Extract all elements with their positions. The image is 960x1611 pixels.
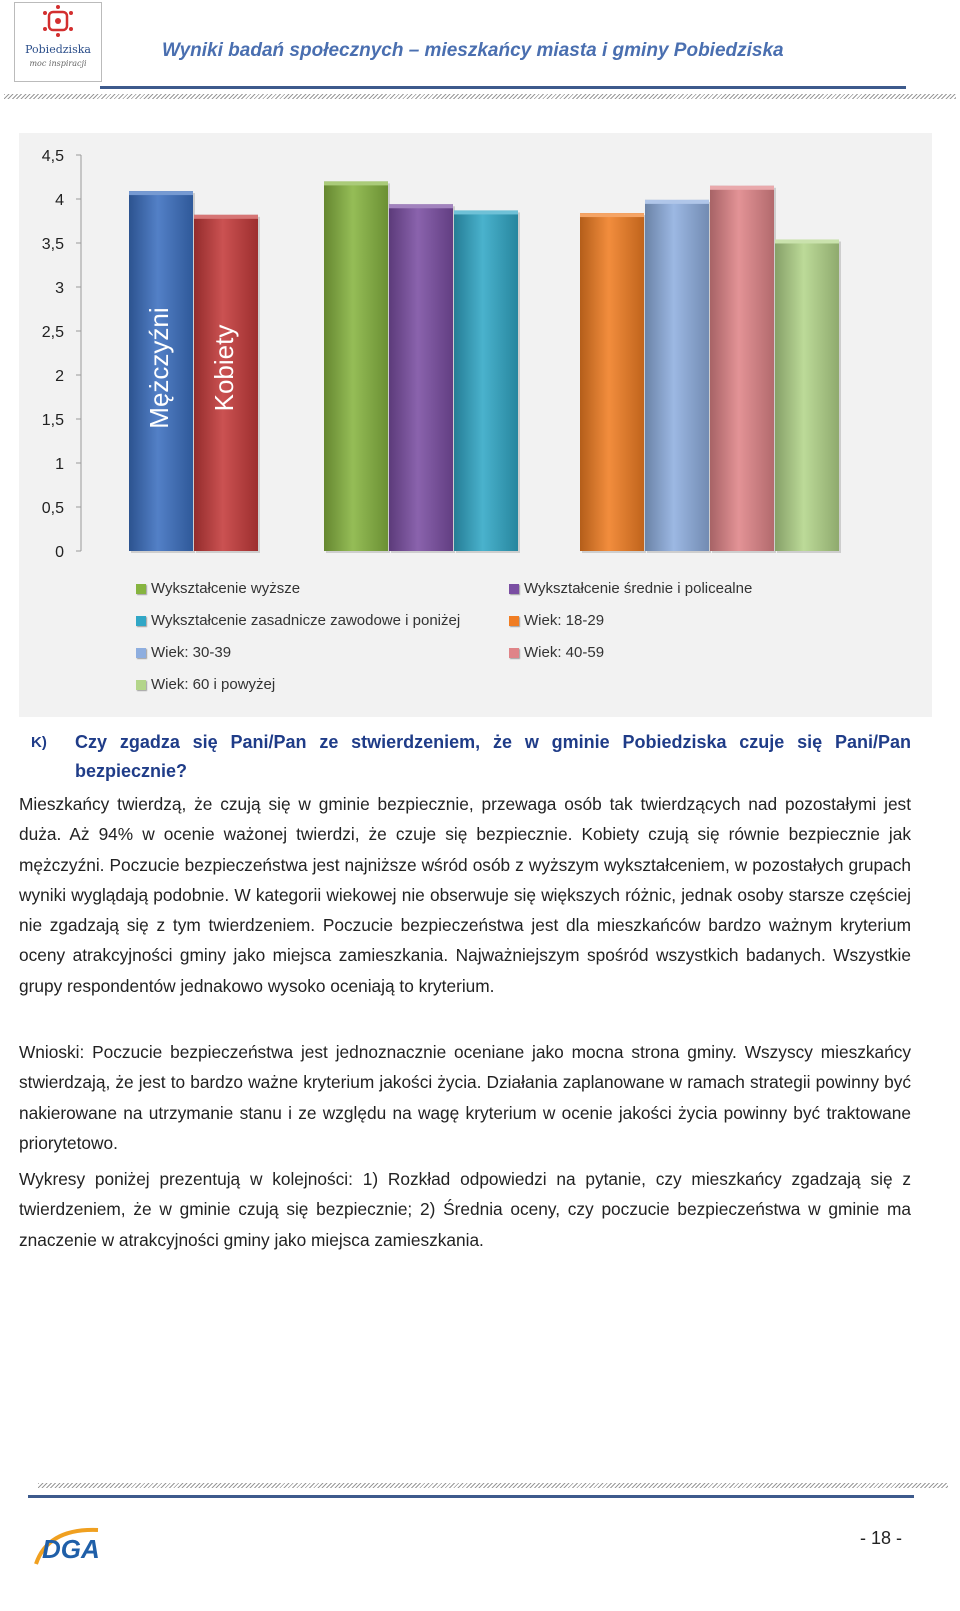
legend-swatch xyxy=(509,616,519,626)
bar-top-highlight xyxy=(129,191,193,195)
question-text: Czy zgadza się Pani/Pan ze stwierdzeniem, że w gminie Pobiedziska czuje się Pani/Pan bezpiecznie? xyxy=(75,732,911,781)
y-tick-label: 1,5 xyxy=(41,412,64,429)
legend-label: Wiek: 18-29 xyxy=(524,612,605,629)
legend-item xyxy=(509,612,604,629)
bar-top-highlight xyxy=(710,186,774,190)
y-tick-label: 3 xyxy=(55,280,64,297)
legend-swatch xyxy=(509,648,519,658)
pobiedziska-logo xyxy=(14,2,102,82)
legend-item xyxy=(136,612,460,629)
bar-top-highlight xyxy=(580,213,644,217)
header-rule xyxy=(100,86,906,89)
bar-6 xyxy=(580,213,644,551)
dga-logo-text: DGA xyxy=(42,1534,100,1564)
legend-label: Wiek: 30-39 xyxy=(151,644,232,661)
legend-swatch xyxy=(136,616,146,626)
footer-hatch-divider xyxy=(38,1483,948,1488)
bar-top-highlight xyxy=(775,239,839,243)
dga-logo-icon xyxy=(28,1524,118,1568)
legend-swatch xyxy=(136,680,146,690)
bar-chart-plot xyxy=(19,133,932,717)
legend-swatch xyxy=(136,584,146,594)
y-tick-label: 4,5 xyxy=(41,148,64,165)
y-tick-label: 2,5 xyxy=(41,324,64,341)
page-header xyxy=(0,0,960,100)
bar-label: Kobiety xyxy=(208,324,239,412)
legend-label: Wiek: 40-59 xyxy=(524,644,605,661)
bar-top-highlight xyxy=(454,210,518,214)
legend-item xyxy=(136,580,300,597)
legend-item xyxy=(136,676,275,693)
bar-chart xyxy=(19,133,932,717)
header-title: Wyniki badań społecznych – mieszkańcy miasta i gminy Pobiedziska xyxy=(162,40,784,61)
dga-logo xyxy=(28,1524,118,1573)
legend-item xyxy=(509,644,604,661)
bar-3 xyxy=(324,181,388,551)
logo-name: Pobiedziska xyxy=(25,43,91,56)
legend-label: Wykształcenie średnie i policealne xyxy=(524,580,753,597)
y-tick-label: 2 xyxy=(55,368,64,385)
paragraph-charts-intro: Wykresy poniżej prezentują w kolejności: 1) Rozkład odpowiedzi na pytanie, czy mieszkańcy zgadzają się z twierdzeniem, że w gminie czują się bezpiecznie; 2) Średnia oceny, czy poczucie bezpieczeństwa w gminie ma znaczenie w atrakcyjności gminy jako miejsca zamieszkania. xyxy=(19,1169,911,1250)
paragraph-findings: Mieszkańcy twierdzą, że czują się w gminie bezpiecznie, przewaga osób tak twierdzących nad pozostałymi jest duża. Aż 94% w ocenie ważonej twierdzi, że czuje się bezpiecznie. Kobiety czują się równie bezpiecznie jak mężczyźni. Poczucie bezpieczeństwa jest najniższe wśród osób z wyższym wykształceniem, w pozostałych grupach wyniki wyglądają podobnie. W kategorii wiekowej nie obserwuje się większych różnic, jednak osoby starsze częściej nie zgadzają się z tym twierdzeniem. Poczucie bezpieczeństwa jest dla mieszkańców bardzo ważnym kryterium oceny atrakcyjności gminy jako miejsca zamieszkania. Najważniejszym spośród wszystkich badanych. Wszystkie grupy respondentów jednakowo wysoko oceniają to kryterium. xyxy=(19,794,911,996)
question-letter: K) xyxy=(31,734,47,751)
legend-swatch xyxy=(509,584,519,594)
legend-label: Wykształcenie zasadnicze zawodowe i poniżej xyxy=(151,612,461,629)
y-tick-label: 4 xyxy=(55,192,64,209)
y-tick-label: 3,5 xyxy=(41,236,64,253)
bar-5 xyxy=(454,210,518,551)
footer-rule xyxy=(28,1495,914,1498)
paragraph-conclusions: Wnioski: Poczucie bezpieczeństwa jest jednoznacznie oceniane jako mocna strona gminy. Wszyscy mieszkańcy stwierdzają, że jest to bardzo ważne kryterium jakości życia. Działania zaplanowane w ramach strategii powinny być nakierowane na utrzymanie stanu i ze względu na wagę kryterium w ocenie jakości życia powinny być traktowane priorytetowo. xyxy=(19,1042,911,1153)
y-tick-label: 0 xyxy=(55,544,64,561)
logo-motto: moc inspiracji xyxy=(29,59,87,68)
y-tick-label: 1 xyxy=(55,456,64,473)
bar-7 xyxy=(645,200,709,551)
bar-top-highlight xyxy=(324,181,388,185)
legend-label: Wiek: 60 i powyżej xyxy=(151,676,276,693)
bar-top-highlight xyxy=(389,204,453,208)
bar-label: Mężczyźni xyxy=(143,307,174,429)
bar-9 xyxy=(775,239,839,551)
bar-8 xyxy=(710,186,774,551)
logo-emblem-icon xyxy=(15,3,101,43)
legend-item xyxy=(509,580,752,597)
legend-label: Wykształcenie wyższe xyxy=(151,580,301,597)
y-tick-label: 0,5 xyxy=(41,500,64,517)
bar-4 xyxy=(389,204,453,551)
header-hatch-divider xyxy=(4,94,956,99)
page-number: - 18 - xyxy=(860,1528,903,1548)
bar-top-highlight xyxy=(194,215,258,219)
legend-swatch xyxy=(136,648,146,658)
bar-top-highlight xyxy=(645,200,709,204)
legend-item xyxy=(136,644,231,661)
